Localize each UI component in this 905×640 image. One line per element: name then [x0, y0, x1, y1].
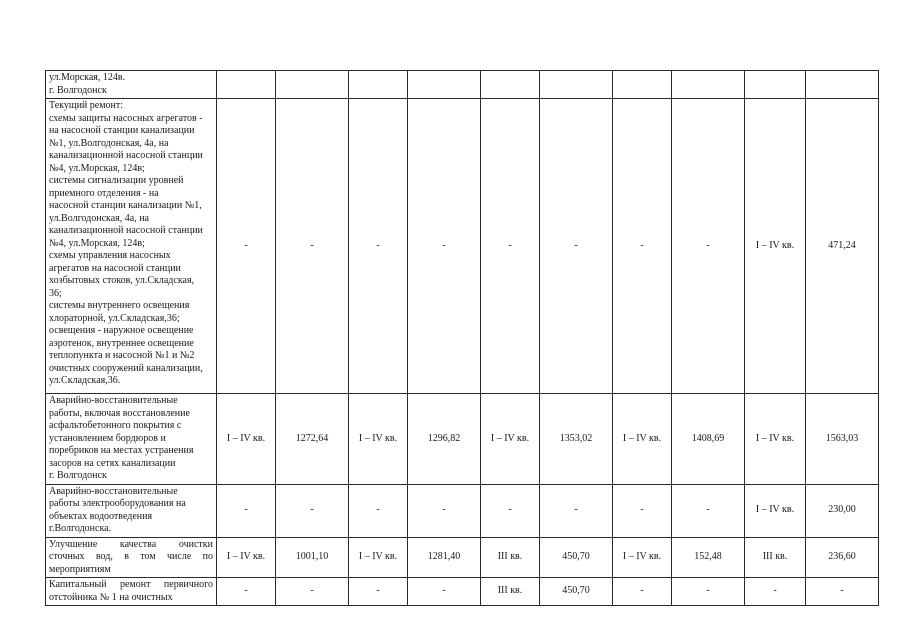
amount-cell: 1272,64	[276, 394, 349, 485]
period-cell: I – IV кв.	[217, 394, 276, 485]
description-line: схемы защиты насосных агрегатов -	[49, 112, 203, 124]
description-line: канализационной насосной станции	[49, 225, 203, 236]
amount-cell: 450,70	[540, 537, 613, 578]
period-cell: -	[349, 99, 408, 394]
amount-cell: -	[672, 99, 745, 394]
period-cell: -	[613, 578, 672, 606]
amount-cell: -	[540, 484, 613, 537]
amount-cell: -	[276, 578, 349, 606]
period-cell: -	[349, 578, 408, 606]
description-line: схемы управления насосных	[49, 250, 171, 261]
description-line: теплопункта и насосной №1 и №2	[49, 350, 195, 361]
description-line: системы внутреннего освещения	[49, 300, 190, 311]
period-cell: -	[217, 484, 276, 537]
works-table	[45, 70, 879, 606]
period-cell: -	[745, 578, 806, 606]
description-line: Капитальный ремонт первичного	[49, 579, 213, 590]
description-line: приемного отделения - на	[49, 187, 159, 199]
description-line: ул.Морская, 124в.	[49, 72, 126, 83]
work-description-cell	[46, 71, 217, 99]
work-description-cell	[46, 484, 217, 537]
period-cell: -	[349, 484, 408, 537]
period-cell: -	[217, 99, 276, 394]
work-description-cell	[46, 578, 217, 606]
amount-cell: -	[408, 99, 481, 394]
period-cell: I – IV кв.	[481, 394, 540, 485]
period-cell: III кв.	[745, 537, 806, 578]
amount-cell: 1281,40	[408, 537, 481, 578]
amount-cell	[540, 71, 613, 99]
amount-cell: 152,48	[672, 537, 745, 578]
amount-cell: 1001,10	[276, 537, 349, 578]
description-line: ул.Волгодонская, 4а, на	[49, 212, 149, 224]
description-line: ул.Складская,36.	[49, 375, 121, 386]
work-description-cell	[46, 99, 217, 394]
description-line: насосной станции канализации №1,	[49, 200, 202, 211]
period-cell: -	[217, 578, 276, 606]
description-line: г. Волгодонск	[49, 470, 107, 481]
amount-cell: -	[806, 578, 879, 606]
period-cell: III кв.	[481, 537, 540, 578]
table-row	[46, 71, 879, 99]
amount-cell: 1563,03	[806, 394, 879, 485]
amount-cell: 450,70	[540, 578, 613, 606]
description-line: хозбытовых стоков, ул.Складская,	[49, 275, 195, 286]
amount-cell: 1296,82	[408, 394, 481, 485]
period-cell: I – IV кв.	[613, 537, 672, 578]
description-line: работы электрооборудования на	[49, 498, 186, 509]
description-line: поребриков на местах устранения	[49, 445, 194, 456]
period-cell: I – IV кв.	[745, 484, 806, 537]
description-line: 36;	[49, 287, 62, 299]
description-line: отстойника № 1 на очистных	[49, 591, 173, 603]
table-row	[46, 578, 879, 606]
description-line: Аварийно-восстановительные	[49, 485, 178, 497]
amount-cell	[276, 71, 349, 99]
table-row	[46, 537, 879, 578]
table-row	[46, 99, 879, 394]
period-cell	[745, 71, 806, 99]
description-line: г.Волгодонска.	[49, 523, 112, 534]
description-line: установлением бордюров и	[49, 432, 166, 444]
description-line: засоров на сетях канализации	[49, 457, 176, 469]
table-row	[46, 394, 879, 485]
description-line: сточных вод, в том числе по	[49, 551, 213, 562]
period-cell: -	[481, 99, 540, 394]
description-line: №4, ул.Морская, 124в;	[49, 162, 145, 174]
amount-cell	[672, 71, 745, 99]
period-cell: I – IV кв.	[745, 99, 806, 394]
description-line: Текущий ремонт:	[49, 100, 124, 111]
amount-cell: 1353,02	[540, 394, 613, 485]
description-line: хлораторной, ул.Складская,36;	[49, 312, 180, 324]
description-line: №4, ул.Морская, 124в;	[49, 237, 145, 249]
amount-cell: 471,24	[806, 99, 879, 394]
amount-cell: -	[408, 578, 481, 606]
description-line: на насосной станции канализации	[49, 125, 195, 136]
description-line: работы, включая восстановление	[49, 407, 190, 419]
work-description-cell	[46, 537, 217, 578]
description-line: канализационной насосной станции	[49, 150, 203, 161]
period-cell	[613, 71, 672, 99]
amount-cell: -	[276, 484, 349, 537]
description-line: мероприятиям	[49, 563, 111, 575]
description-line: Улучшение качества очистки	[49, 538, 213, 550]
description-line: очистных сооружений канализации,	[49, 362, 203, 374]
description-line: системы сигнализации уровней	[49, 175, 184, 186]
table-body	[46, 71, 879, 606]
amount-cell: 1408,69	[672, 394, 745, 485]
period-cell: I – IV кв.	[349, 394, 408, 485]
table-row	[46, 484, 879, 537]
amount-cell: -	[408, 484, 481, 537]
period-cell	[217, 71, 276, 99]
amount-cell	[806, 71, 879, 99]
period-cell: I – IV кв.	[613, 394, 672, 485]
description-line: аэротенок, внутреннее освещение	[49, 337, 194, 349]
amount-cell	[408, 71, 481, 99]
period-cell: III кв.	[481, 578, 540, 606]
period-cell: I – IV кв.	[349, 537, 408, 578]
description-line: объектах водоотведения	[49, 510, 153, 522]
amount-cell: -	[672, 484, 745, 537]
period-cell: -	[613, 484, 672, 537]
amount-cell: -	[540, 99, 613, 394]
period-cell: -	[613, 99, 672, 394]
period-cell: -	[481, 484, 540, 537]
amount-cell: 236,60	[806, 537, 879, 578]
amount-cell: 230,00	[806, 484, 879, 537]
period-cell: I – IV кв.	[745, 394, 806, 485]
description-line: агрегатов на насосной станции	[49, 262, 181, 274]
period-cell	[349, 71, 408, 99]
description-line: освещения - наружное освещение	[49, 325, 194, 336]
period-cell	[481, 71, 540, 99]
description-line: Аварийно-восстановительные	[49, 395, 178, 406]
amount-cell: -	[672, 578, 745, 606]
work-description-cell	[46, 394, 217, 485]
description-line: г. Волгодонск	[49, 84, 107, 96]
amount-cell: -	[276, 99, 349, 394]
period-cell: I – IV кв.	[217, 537, 276, 578]
description-line: асфальтобетонного покрытия с	[49, 420, 182, 431]
description-line: №1, ул.Волгодонская, 4а, на	[49, 137, 169, 149]
